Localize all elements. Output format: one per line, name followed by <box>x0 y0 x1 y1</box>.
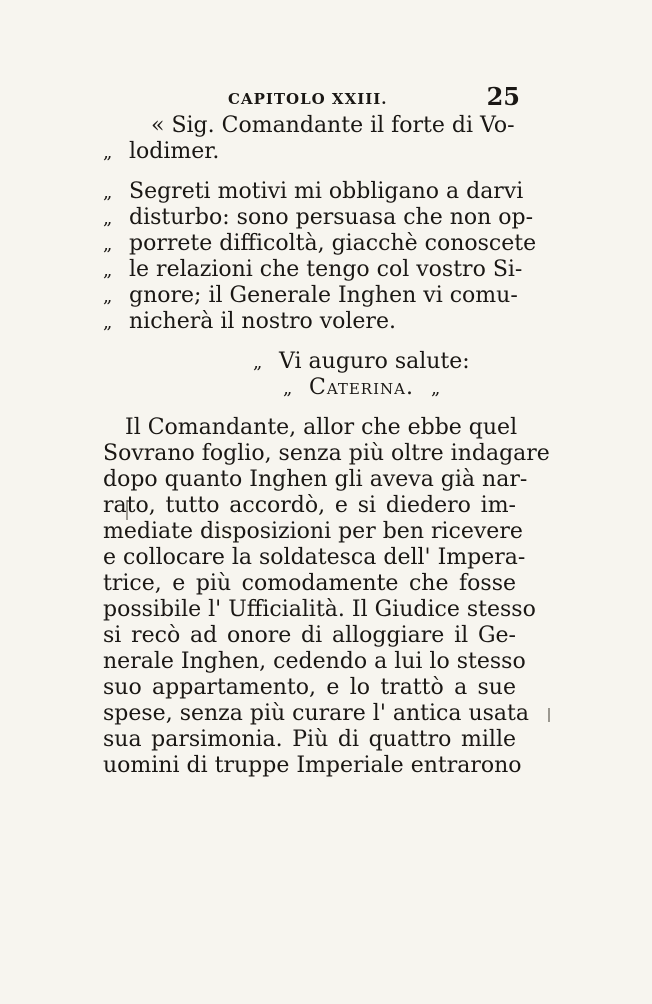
quote-mark: „ <box>103 286 113 307</box>
paragraph-line: suo appartamento, e lo trattò a sue <box>103 675 516 700</box>
letter-line: nicherà il nostro volere. <box>129 309 396 334</box>
paragraph-line: dopo quanto Inghen gli aveva già nar- <box>103 467 528 492</box>
quote-mark: „ <box>103 208 113 229</box>
paragraph-line: e collocare la soldatesca dell' Impera- <box>103 545 526 570</box>
paragraph-line: rato, tutto accordò, e si diedero im- <box>103 493 516 518</box>
margin-mark <box>548 708 550 722</box>
letter-line: « Sig. Comandante il forte di Vo- <box>151 113 515 138</box>
quote-mark: „ <box>103 234 113 255</box>
paragraph-line: uomini di truppe Imperiale entrarono <box>103 753 522 778</box>
paragraph-line: mediate disposizioni per ben ricevere <box>103 519 523 544</box>
letter-line: Segreti motivi mi obbligano a darvi <box>129 179 524 204</box>
letter-line: porrete difficoltà, giacchè conoscete <box>129 231 537 256</box>
quote-mark: „ <box>283 378 293 399</box>
letter-line-row <box>103 309 516 335</box>
paragraph-line: sua parsimonia. Più di quattro mille <box>103 727 516 752</box>
quote-mark: „ <box>430 378 441 399</box>
salutation: Vi auguro salute: <box>279 349 470 374</box>
letter-line: le relazioni che tengo col vostro Si- <box>129 257 523 282</box>
page-header <box>100 82 520 114</box>
letter-line: gnore; il Generale Inghen vi comu- <box>129 283 518 308</box>
paragraph-line: spese, senza più curare l' antica usata <box>103 701 530 726</box>
quote-mark: „ <box>103 142 113 163</box>
letter-line: lodimer. <box>129 139 220 164</box>
paragraph-line: si recò ad onore di alloggiare il Ge- <box>103 623 516 648</box>
quote-mark: „ <box>103 312 113 333</box>
page-number: 25 <box>486 82 520 111</box>
quote-mark: „ <box>103 260 113 281</box>
letter-line-row <box>103 139 516 165</box>
salutation-row <box>103 349 516 375</box>
paragraph-line: Sovrano foglio, senza più oltre indagare <box>103 441 550 466</box>
quote-mark: „ <box>103 182 113 203</box>
paragraph-line: nerale Inghen, cedendo a lui lo stesso <box>103 649 526 674</box>
running-head: CAPITOLO XXIII. <box>228 90 388 108</box>
signature: Caterina. <box>309 375 414 400</box>
main-paragraph <box>103 415 550 779</box>
letter-line-row <box>103 179 524 205</box>
paragraph-line: possibile l' Ufficialità. Il Giudice stesso <box>103 597 536 622</box>
letter-line: disturbo: sono persuasa che non op- <box>129 205 534 230</box>
letter-line-row <box>103 231 537 257</box>
letter-line-row <box>103 257 523 283</box>
text-block <box>103 113 550 779</box>
letter-line-row <box>103 283 516 309</box>
letter-line-row <box>103 205 534 231</box>
signature-row <box>103 375 516 401</box>
paragraph-line: trice, e più comodamente che fosse <box>103 571 516 596</box>
quote-mark: „ <box>253 352 263 373</box>
paragraph-line: Il Comandante, allor che ebbe quel <box>125 415 518 440</box>
